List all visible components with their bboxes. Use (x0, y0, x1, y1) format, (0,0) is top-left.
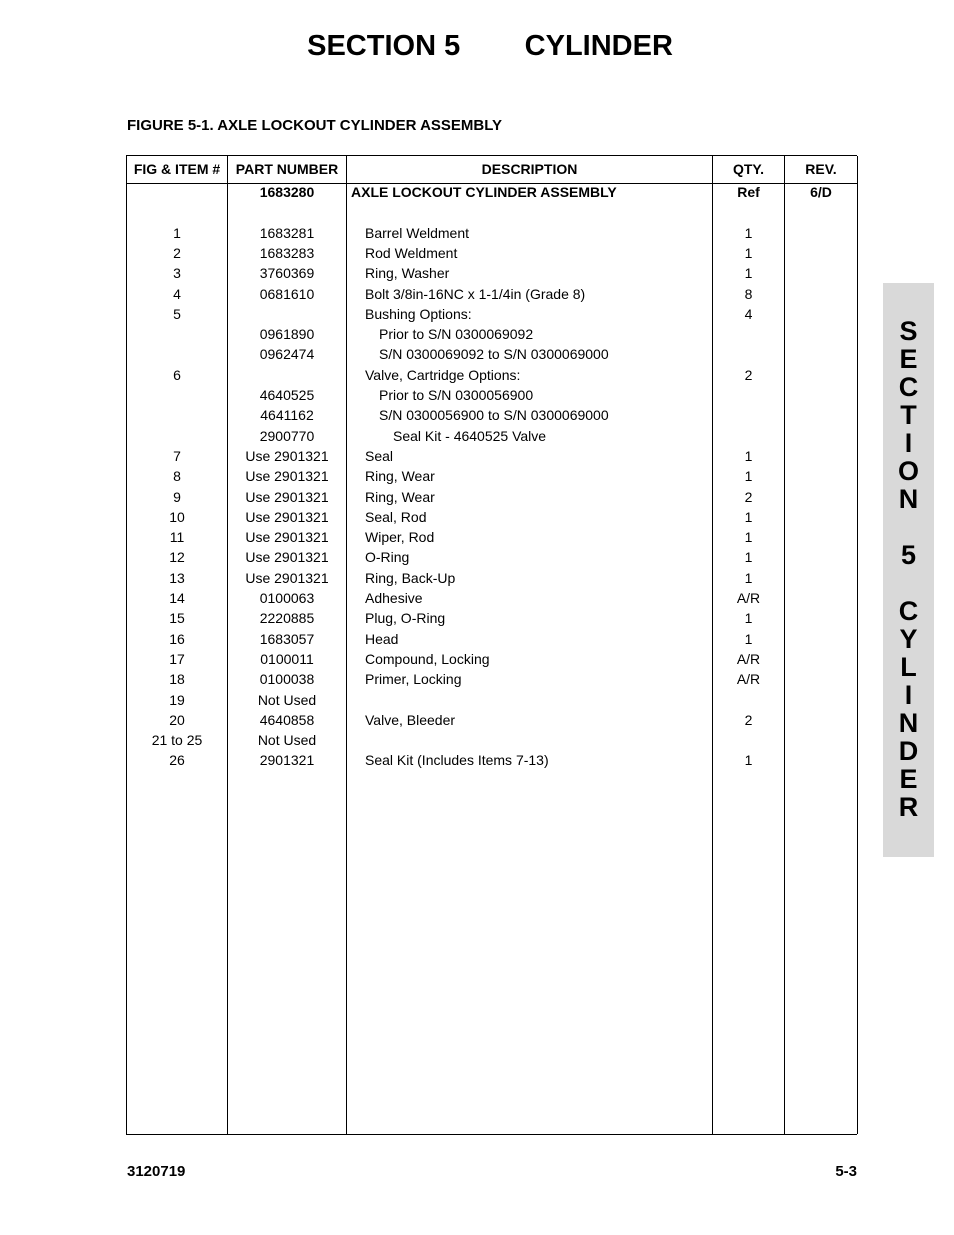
table-row (127, 285, 857, 305)
side-tab-letter: I (904, 428, 913, 458)
row-part-number: 1683280 (259, 184, 315, 200)
table-row (127, 406, 857, 426)
row-item-number: 1 (173, 224, 181, 241)
row-description: Seal Kit (Includes Items 7-13) (365, 752, 549, 769)
side-tab-letter: R (898, 792, 919, 822)
side-tab-letter: D (898, 736, 919, 766)
header-qty: QTY. (732, 161, 765, 177)
row-description: Seal (365, 447, 394, 464)
row-qty: A/R (736, 650, 761, 667)
row-part-number: Use 2901321 (245, 549, 329, 566)
row-item-number (127, 427, 227, 447)
table-header (127, 156, 857, 184)
table-row (127, 711, 857, 731)
row-rev (785, 711, 857, 731)
row-item-number: 8 (173, 468, 181, 485)
row-part-number: 3760369 (259, 265, 315, 282)
row-rev (785, 650, 857, 670)
row-part-number: 2900770 (259, 427, 315, 444)
row-item-number: 17 (169, 650, 185, 667)
row-description: Head (365, 630, 399, 647)
row-rev (785, 488, 857, 508)
row-qty: 1 (744, 244, 753, 261)
row-rev (785, 731, 857, 751)
side-tab-letter: C (898, 372, 919, 402)
row-part-number: 0681610 (259, 285, 315, 302)
row-item-number: 16 (169, 630, 185, 647)
side-tab-letter: C (898, 596, 919, 626)
row-part-number: 4640858 (259, 711, 315, 728)
row-qty (713, 691, 784, 711)
side-tab-letter: I (904, 680, 913, 710)
side-tab-letter: T (900, 400, 917, 430)
row-rev (785, 386, 857, 406)
row-rev (785, 528, 857, 548)
row-rev (785, 630, 857, 650)
row-qty: 1 (744, 610, 753, 627)
row-description (351, 691, 725, 711)
row-item-number: 3 (173, 265, 181, 282)
header-description: DESCRIPTION (481, 161, 578, 177)
row-description: Ring, Wear (365, 488, 435, 505)
row-part-number: 2220885 (259, 610, 315, 627)
row-part-number (228, 305, 346, 325)
row-rev (785, 264, 857, 284)
table-row (127, 650, 857, 670)
side-tab-letter: E (899, 764, 918, 794)
row-rev (785, 447, 857, 467)
side-tab-letter: N (898, 484, 919, 514)
row-description: Wiper, Rod (365, 529, 435, 546)
row-part-number: Use 2901321 (245, 468, 329, 485)
row-qty: Ref (737, 184, 760, 200)
row-description (351, 731, 725, 751)
row-qty: 8 (744, 285, 753, 302)
header-item: FIG & ITEM # (133, 161, 221, 177)
row-description: Ring, Washer (365, 265, 450, 282)
row-description: Bushing Options: (365, 305, 472, 322)
row-qty: 1 (744, 468, 753, 485)
row-item-number: 26 (169, 752, 185, 769)
footer-page-number: 5-3 (835, 1163, 857, 1180)
table-row (127, 609, 857, 629)
row-description: Ring, Wear (365, 468, 435, 485)
row-part-number: 0100063 (259, 590, 315, 606)
row-part-number: 0962474 (259, 346, 315, 363)
row-rev (785, 406, 857, 426)
row-description: Prior to S/N 0300069092 (379, 326, 534, 343)
row-qty: 1 (744, 224, 753, 241)
row-item-number (127, 386, 227, 406)
row-description: Barrel Weldment (365, 224, 470, 241)
table-row (127, 630, 857, 650)
side-tab-letter: Y (899, 624, 918, 654)
row-description: Compound, Locking (365, 650, 490, 667)
row-rev (785, 305, 857, 325)
row-description: Valve, Cartridge Options: (365, 366, 521, 383)
row-description: Rod Weldment (365, 244, 458, 261)
row-part-number: Use 2901321 (245, 447, 329, 464)
row-description: Prior to S/N 0300056900 (379, 387, 534, 403)
row-rev (785, 589, 857, 609)
row-item-number (127, 406, 227, 426)
row-qty: 1 (744, 549, 753, 566)
row-description: S/N 0300056900 to S/N 0300069000 (379, 407, 609, 424)
row-item-number (127, 325, 227, 345)
row-qty: 2 (744, 488, 753, 505)
table-row (127, 528, 857, 548)
row-rev (785, 691, 857, 711)
row-rev (785, 569, 857, 589)
row-part-number: 1683283 (259, 244, 315, 261)
row-item-number: 18 (169, 671, 185, 688)
row-part-number: 0100011 (260, 650, 314, 667)
table-row (127, 305, 857, 325)
table-row (127, 691, 857, 711)
row-item-number: 10 (169, 508, 185, 525)
row-description: Adhesive (365, 590, 423, 606)
table-row (127, 244, 857, 264)
row-description: Primer, Locking (365, 671, 462, 688)
row-rev: 6/D (810, 184, 832, 200)
row-rev (785, 325, 857, 345)
side-tab-letter (883, 513, 934, 541)
row-qty (713, 731, 784, 751)
row-part-number: 1683281 (259, 224, 315, 241)
side-tab-letter: L (900, 652, 917, 682)
row-qty: 4 (744, 305, 753, 322)
row-part-number (228, 366, 346, 386)
row-rev (785, 244, 857, 264)
row-description: Seal Kit - 4640525 Valve (393, 427, 547, 444)
row-item-number: 14 (169, 590, 185, 606)
row-rev (785, 467, 857, 487)
row-rev (785, 427, 857, 447)
section-title: SECTION 5 CYLINDER (307, 30, 673, 62)
row-item-number: 9 (173, 488, 181, 505)
row-qty: 1 (744, 529, 753, 546)
row-part-number: Use 2901321 (245, 529, 329, 546)
row-description: O-Ring (365, 549, 410, 566)
row-rev (785, 751, 857, 771)
row-part-number: 2901321 (259, 752, 315, 769)
row-item-number (127, 183, 227, 203)
row-rev (785, 366, 857, 386)
row-rev (785, 609, 857, 629)
table-row (127, 670, 857, 690)
table-row (127, 731, 857, 751)
row-item-number: 15 (169, 610, 185, 627)
row-item-number: 19 (169, 691, 185, 708)
row-description: Plug, O-Ring (365, 610, 446, 627)
row-rev (785, 345, 857, 365)
table-row (127, 264, 857, 284)
row-qty (713, 406, 784, 426)
table-row (127, 488, 857, 508)
row-description: Bolt 3/8in-16NC x 1-1/4in (Grade 8) (365, 285, 586, 302)
table-row (127, 183, 857, 203)
column-divider (857, 156, 858, 1134)
side-tab-letter (883, 569, 934, 597)
table-row (127, 325, 857, 345)
table-row (127, 589, 857, 609)
row-part-number: Use 2901321 (245, 488, 329, 505)
row-description: Ring, Back-Up (365, 569, 456, 586)
table-row (127, 508, 857, 528)
row-qty: 2 (744, 366, 753, 383)
row-item-number: 12 (169, 549, 185, 566)
row-rev (785, 285, 857, 305)
side-tab-letter: O (897, 456, 919, 486)
row-part-number: 0100038 (259, 671, 315, 688)
table-row (127, 751, 857, 771)
side-tab-letter: N (898, 708, 919, 738)
row-part-number: Not Used (257, 732, 317, 749)
side-tab-letter: S (899, 316, 918, 346)
row-qty (713, 386, 784, 406)
row-item-number: 20 (169, 711, 185, 728)
row-rev (785, 224, 857, 244)
row-description: Valve, Bleeder (365, 711, 456, 728)
row-item-number: 4 (173, 285, 181, 302)
table-row (127, 386, 857, 406)
row-part-number: 0961890 (259, 326, 315, 343)
table-row (127, 224, 857, 244)
row-description: S/N 0300069092 to S/N 0300069000 (379, 346, 609, 363)
row-item-number: 6 (173, 366, 181, 383)
row-part-number: 4640525 (259, 387, 315, 403)
row-rev (785, 548, 857, 568)
row-qty: 2 (744, 711, 753, 728)
table-row (127, 345, 857, 365)
row-description: AXLE LOCKOUT CYLINDER ASSEMBLY (351, 184, 617, 200)
table-row (127, 569, 857, 589)
row-qty: 1 (744, 265, 753, 282)
side-tab-letter: 5 (900, 540, 917, 570)
row-rev (785, 508, 857, 528)
row-qty: 1 (744, 447, 753, 464)
row-qty (713, 325, 784, 345)
row-qty (713, 427, 784, 447)
section-side-tab (883, 283, 934, 857)
row-part-number: Use 2901321 (245, 508, 329, 525)
row-qty: A/R (736, 671, 761, 688)
row-qty: 1 (744, 569, 753, 586)
row-item-number: 21 to 25 (151, 732, 203, 749)
row-item-number: 11 (169, 529, 185, 546)
row-rev (785, 670, 857, 690)
table-row (127, 447, 857, 467)
row-qty: 1 (744, 508, 753, 525)
row-item-number: 13 (169, 569, 185, 586)
row-item-number: 2 (173, 244, 181, 261)
row-item-number: 7 (173, 447, 181, 464)
row-item-number: 5 (173, 305, 181, 322)
row-part-number: Not Used (257, 691, 317, 708)
table-row (127, 427, 857, 447)
footer-doc-number: 3120719 (127, 1163, 186, 1180)
row-part-number: 1683057 (259, 630, 315, 647)
figure-title: FIGURE 5-1. AXLE LOCKOUT CYLINDER ASSEMBLY (127, 117, 503, 134)
row-qty: 1 (744, 630, 753, 647)
side-tab-letter: E (899, 344, 918, 374)
table-row (127, 366, 857, 386)
row-item-number (127, 345, 227, 365)
row-part-number: Use 2901321 (245, 569, 329, 586)
header-rev: REV. (805, 161, 837, 177)
table-row (127, 548, 857, 568)
row-qty (713, 345, 784, 365)
header-part-number: PART NUMBER (235, 161, 339, 177)
row-part-number: 4641162 (260, 407, 314, 424)
row-qty: 1 (744, 752, 753, 769)
parts-table (126, 155, 857, 1135)
row-qty: A/R (736, 590, 761, 606)
table-row (127, 467, 857, 487)
row-description: Seal, Rod (365, 508, 427, 525)
